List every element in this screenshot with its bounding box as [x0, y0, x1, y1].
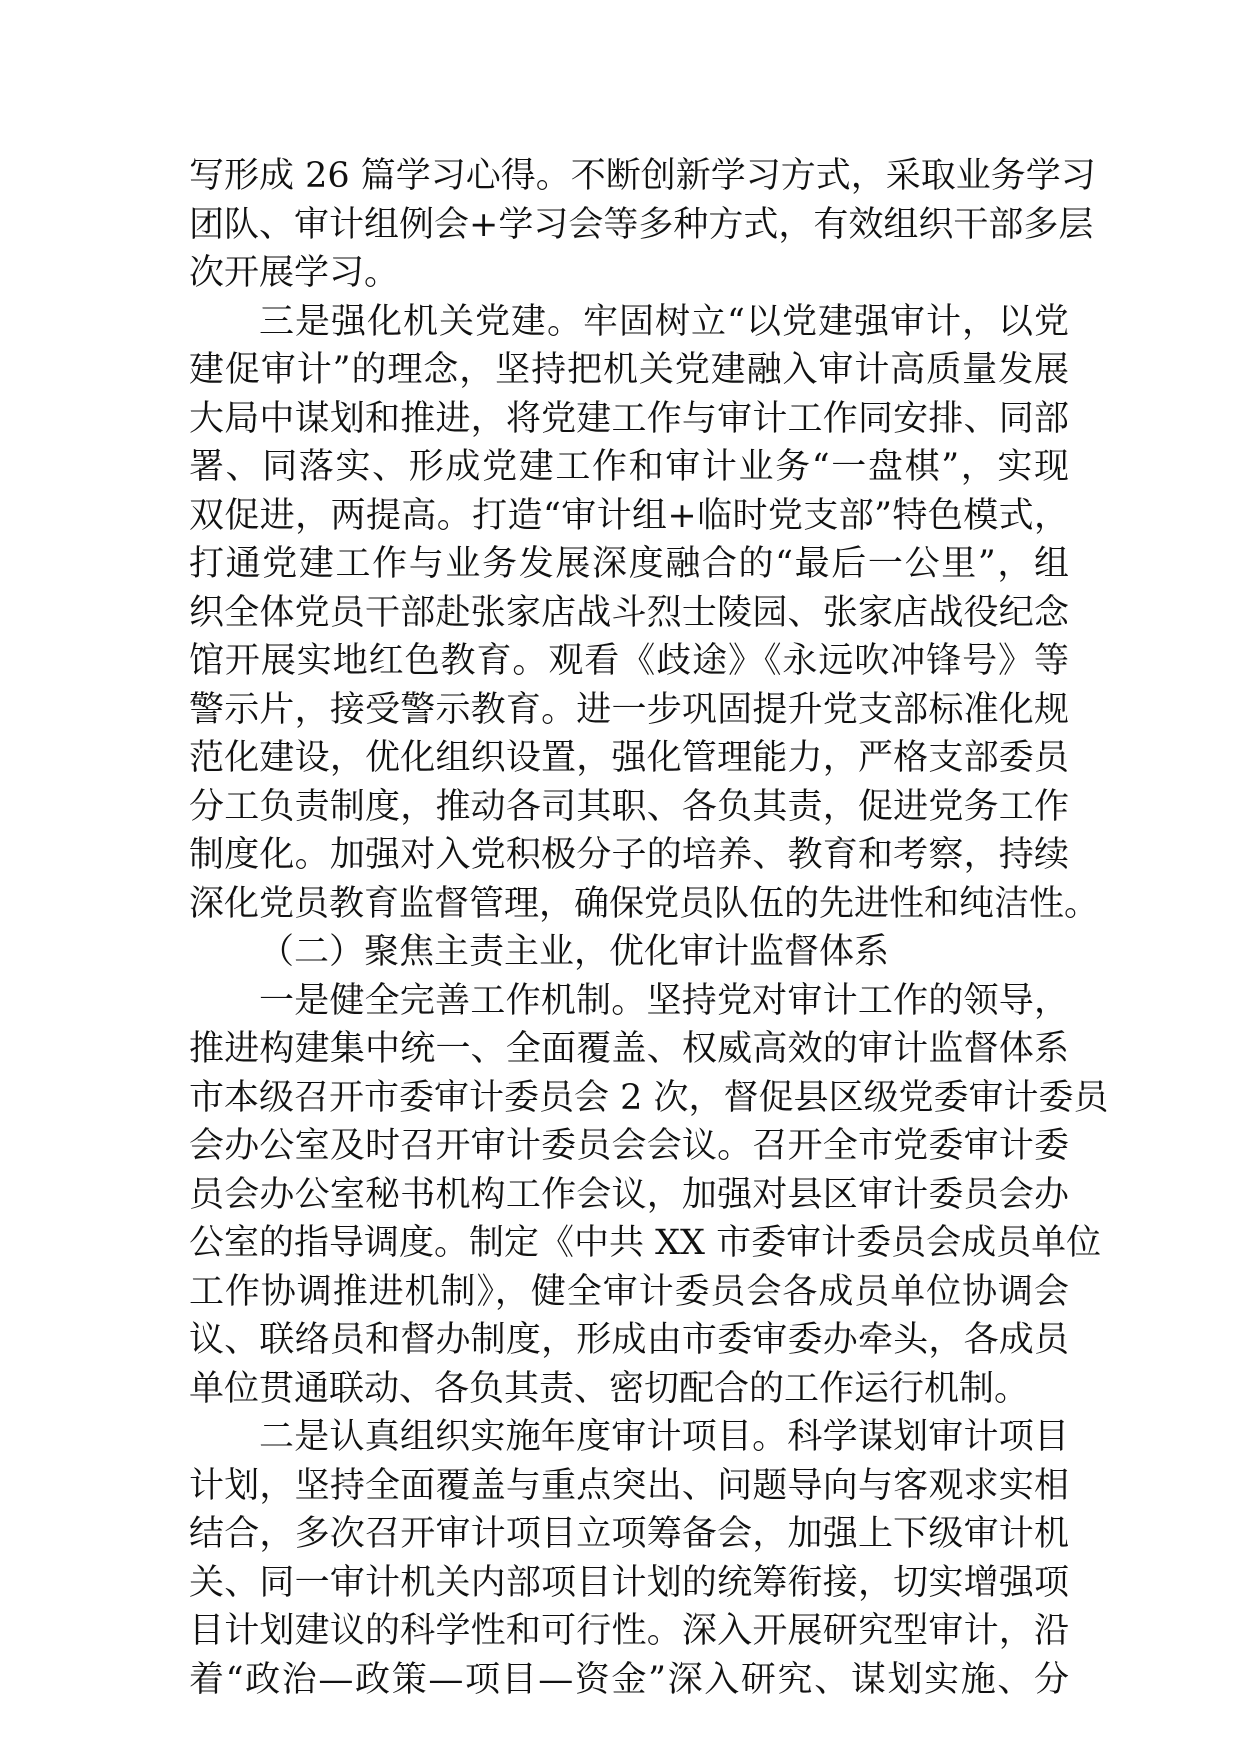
text-line: 织全体党员干部赴张家店战斗烈士陵园、张家店战役纪念 — [189, 592, 1069, 633]
text-line: 深化党员教育监督管理，确保党员队伍的先进性和纯洁性。 — [189, 883, 1100, 924]
text-line: 目计划建议的科学性和可行性。深入开展研究型审计，沿 — [189, 1611, 1069, 1651]
text-line: 关、同一审计机关内部项目计划的统筹衔接，切实增强项 — [189, 1562, 1069, 1603]
text-line: 写形成 26 篇学习心得。不断创新学习方式，采取业务学习 — [189, 156, 1096, 196]
text-line: 双促进，两提高。打造“审计组+临时党支部”特色模式， — [189, 495, 1069, 536]
text-line: 分工负责制度，推动各司其职、各负其责，促进党务工作 — [189, 786, 1069, 827]
paragraph-start-line: 二是认真组织实施年度审计项目。科学谋划审计项目 — [259, 1417, 1069, 1457]
text-line: 署、同落实、形成党建工作和审计业务“一盘棋”，实现 — [189, 447, 1069, 487]
text-line: 打通党建工作与业务发展深度融合的“最后一公里”，组 — [189, 544, 1069, 584]
text-line: 会办公室及时召开审计委员会会议。召开全市党委审计委 — [189, 1126, 1069, 1166]
text-line: 团队、审计组例会+学习会等多种方式，有效组织干部多层 — [189, 204, 1094, 245]
paragraph-start-line: 一是健全完善工作机制。坚持党对审计工作的领导， — [259, 980, 1069, 1021]
text-line: 建促审计”的理念，坚持把机关党建融入审计高质量发展 — [189, 350, 1069, 390]
text-line: 市本级召开市委审计委员会 2 次，督促县区级党委审计委员 — [189, 1077, 1109, 1118]
text-line: 着“政治—政策—项目—资金”深入研究、谋划实施、分 — [189, 1659, 1069, 1700]
text-line: 公室的指导调度。制定《中共 XX 市委审计委员会成员单位 — [189, 1223, 1102, 1263]
text-line: 工作协调推进机制》，健全审计委员会各成员单位协调会 — [189, 1271, 1069, 1312]
text-line: 员会办公室秘书机构工作会议，加强对县区审计委员会办 — [189, 1174, 1069, 1215]
section-heading: （二）聚焦主责主业，优化审计监督体系 — [259, 932, 890, 972]
text-line: 推进构建集中统一、全面覆盖、权威高效的审计监督体系 — [189, 1029, 1069, 1069]
text-line: 次开展学习。 — [189, 253, 400, 293]
document-body — [189, 152, 1109, 1704]
text-line: 警示片，接受警示教育。进一步巩固提升党支部标准化规 — [189, 689, 1069, 730]
text-line: 馆开展实地红色教育。观看《歧途》《永远吹冲锋号》等 — [189, 641, 1069, 681]
text-line: 计划，坚持全面覆盖与重点突出、问题导向与客观求实相 — [189, 1465, 1069, 1506]
text-line: 议、联络员和督办制度，形成由市委审委办牵头，各成员 — [189, 1320, 1069, 1360]
text-line: 范化建设，优化组织设置，强化管理能力，严格支部委员 — [189, 738, 1069, 778]
text-line: 大局中谋划和推进，将党建工作与审计工作同安排、同部 — [189, 398, 1069, 439]
paragraph-start-line: 三是强化机关党建。牢固树立“以党建强审计，以党 — [259, 301, 1069, 342]
text-line: 制度化。加强对入党积极分子的培养、教育和考察，持续 — [189, 835, 1069, 875]
text-line: 结合，多次召开审计项目立项筹备会，加强上下级审计机 — [189, 1514, 1069, 1554]
text-line: 单位贯通联动、各负其责、密切配合的工作运行机制。 — [189, 1368, 1030, 1409]
